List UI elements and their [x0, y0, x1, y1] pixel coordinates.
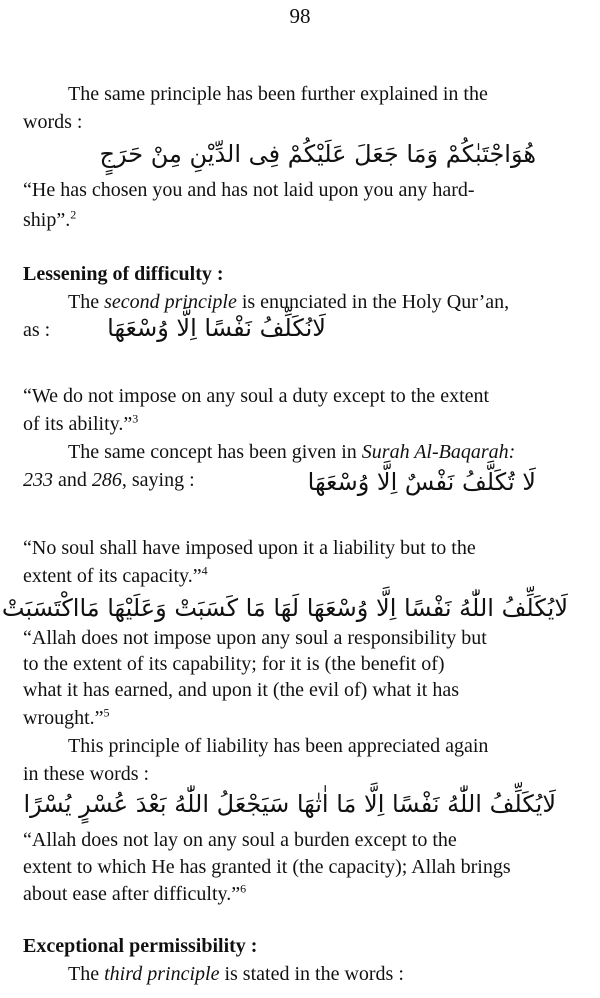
p1-arabic-verse: هُوَاجْتَبٰكُمْ وَمَا جَعَلَ عَلَيْكُمْ فِى الدِّيْنِ مِنْ حَرَجٍ: [99, 140, 536, 168]
p1-line1: The same principle has been further explained in the: [68, 83, 488, 105]
page-number: 98: [289, 4, 311, 28]
footnote-2: 2: [70, 207, 77, 222]
footnote-3: 3: [132, 411, 139, 426]
s4-quote-line3: about ease after difficulty.”$^6$: [23, 881, 247, 905]
s4-line1: This principle of liability has been appreciated again: [68, 735, 489, 757]
s5-intro-line: The third principle is stated in the words :: [68, 963, 404, 985]
footnote-5: 5: [103, 705, 110, 720]
heading-exceptional-permissibility: Exceptional permissibility :: [23, 935, 258, 957]
s1-intro-line: The second principle is enunciated in the Holy Qur’an,: [68, 291, 510, 313]
s1-arabic-verse: لَانُكَلِّفُ نَفْسًا اِلَّا وُسْعَهَا: [107, 314, 326, 342]
s3-quote-line3: what it has earned, and upon it (the evil of) what it has: [23, 679, 459, 701]
s4-quote-line1: “Allah does not lay on any soul a burden except to the: [23, 829, 457, 851]
s2-line2: 233 and 286, saying :: [23, 469, 195, 491]
s4-line2: in these words :: [23, 763, 150, 785]
s1-quote-line1: “We do not impose on any soul a duty except to the extent: [23, 385, 490, 407]
s2-arabic-verse: لَا تُكَلَّفُ نَفْسٌ اِلَّا وُسْعَهَا: [307, 468, 536, 496]
s3-quote-line1: “Allah does not impose upon any soul a responsibility but: [23, 627, 487, 649]
s3-quote-line2: to the extent of its capability; for it is (the benefit of): [23, 653, 445, 675]
s1-as-label: as :: [23, 319, 51, 341]
s3-quote-line4: wrought.”$^5$: [23, 705, 110, 729]
s4-quote-line2: extent to which He has granted it (the capacity); Allah brings: [23, 856, 511, 878]
heading-lessening-of-difficulty: Lessening of difficulty :: [23, 263, 224, 285]
p1-line2: words :: [23, 111, 83, 133]
s2-quote-line2: extent of its capacity.”$^4$: [23, 563, 208, 587]
s2-line1: The same concept has been given in Surah Al-Baqarah:: [68, 441, 516, 463]
s2-quote-line1: “No soul shall have imposed upon it a liability but to the: [23, 537, 476, 559]
footnote-6: 6: [240, 881, 247, 896]
footnote-4: 4: [201, 563, 208, 578]
p1-quote-line1: “He has chosen you and has not laid upon you any hard-: [23, 179, 475, 201]
s4-arabic-verse: لَايُكَلِّفُ اللّٰهُ نَفْسًا اِلَّا مَا اٰتٰهَا سَيَجْعَلُ اللّٰهُ بَعْدَ عُسْرٍ يُسْرًا: [23, 790, 556, 818]
s1-quote-line2: of its ability.”$^3$: [23, 411, 139, 435]
s3-arabic-verse: لَايُكَلِّفُ اللّٰهُ نَفْسًا اِلَّا وُسْعَهَا لَهَا مَا كَسَبَتْ وَعَلَيْهَا مَااكْتَسَبَتْ: [1, 594, 568, 622]
p1-quote-line2: ship”.$^2$: [23, 207, 77, 231]
